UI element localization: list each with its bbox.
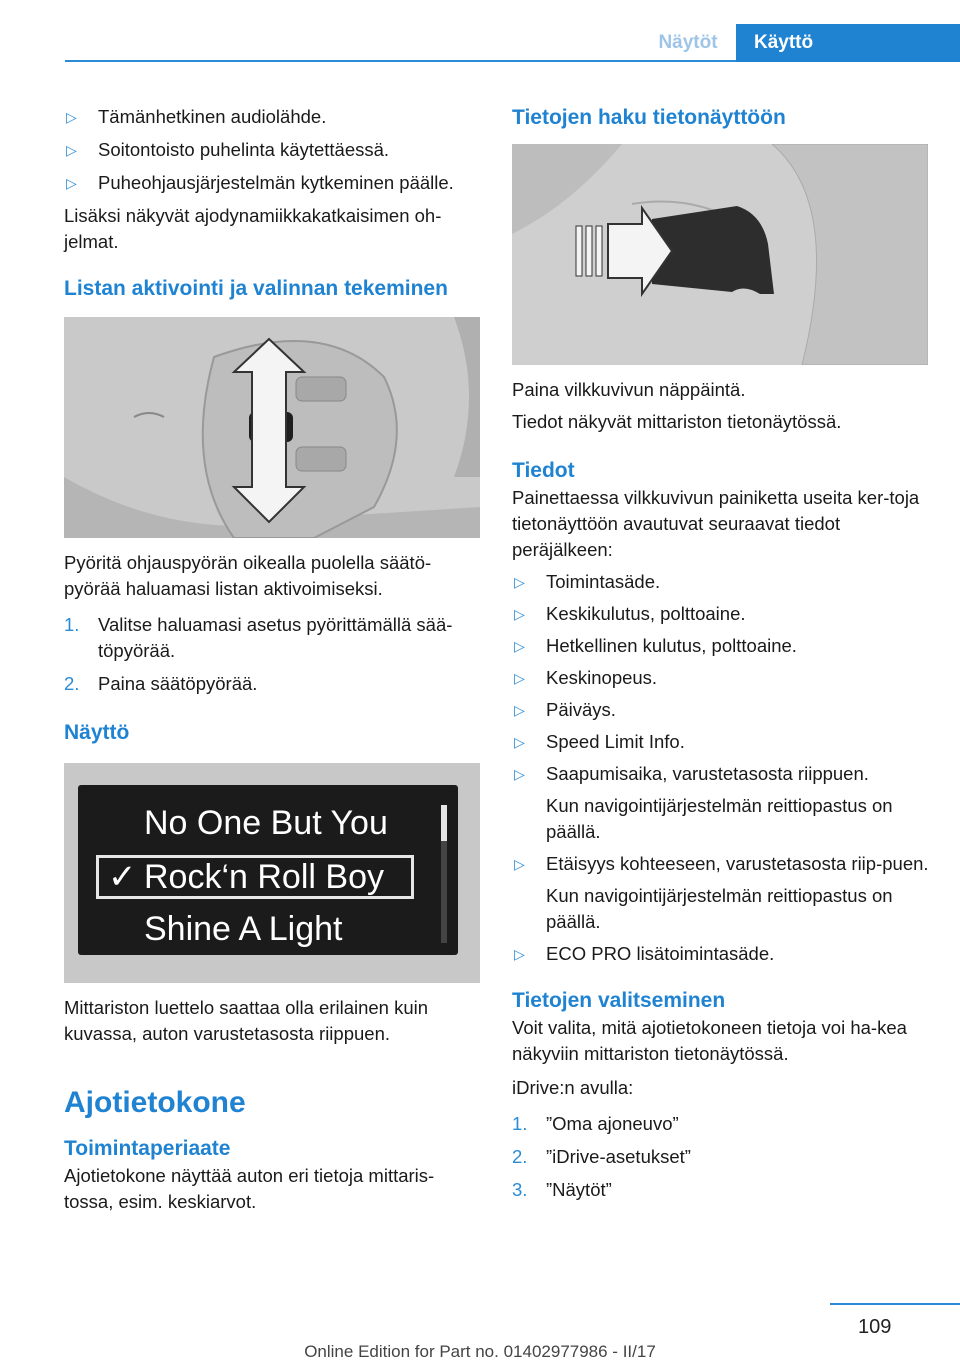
section-heading: Tiedot [512, 459, 575, 482]
list-item: ▷ Keskikulutus, polttoaine. [512, 601, 930, 627]
section-heading: Tietojen valitseminen [512, 989, 726, 1012]
paragraph: Tiedot näkyvät mittariston tietonäytössä. [512, 411, 842, 432]
image-caption: Paina vilkkuvivun näppäintä. [512, 379, 746, 400]
triangle-bullet-icon: ▷ [66, 109, 77, 125]
step-number: 1. [64, 614, 80, 635]
edition-footer: Online Edition for Part no. 01402977986 - II/17 [304, 1342, 656, 1361]
step-number: 1. [512, 1113, 528, 1134]
display-image [64, 763, 480, 983]
header-tab-kaytto[interactable]: Käyttö [736, 24, 960, 62]
chapter-title: Ajotietokone [64, 1086, 246, 1119]
scrollbar-thumb [441, 805, 447, 841]
audio-bullet-list [64, 104, 482, 196]
paragraph: iDrive:n avulla: [512, 1077, 634, 1098]
triangle-bullet-icon: ▷ [514, 702, 525, 718]
list-item: ▷ Speed Limit Info. [512, 729, 930, 755]
list-item: 2. Paina säätöpyörää. [64, 671, 482, 697]
triangle-bullet-icon: ▷ [514, 638, 525, 654]
triangle-bullet-icon: ▷ [514, 856, 525, 872]
list-item: ▷ Puheohjausjärjestelmän kytkeminen päälle. [64, 170, 482, 196]
list-item: ▷ Soitontoisto puhelinta käytettäessä. [64, 137, 482, 163]
triangle-bullet-icon: ▷ [66, 175, 77, 191]
list-item: 1. ”Oma ajoneuvo” [512, 1111, 930, 1137]
list-item: 3. ”Näytöt” [512, 1177, 930, 1203]
paragraph: Painettaessa vilkkuvivun painiketta useita ker-toja tietonäyttöön avautuvat seuraavat tiedot peräjälkeen: [512, 487, 920, 560]
header-tab-naytot[interactable]: Näytöt [658, 32, 718, 53]
left-column [64, 104, 482, 1215]
section-heading: Näyttö [64, 721, 130, 744]
step-number: 3. [512, 1179, 528, 1200]
step-number: 2. [64, 673, 80, 694]
steps-list [64, 612, 482, 697]
steering-wheel-image [64, 317, 480, 538]
steps-list [512, 1111, 930, 1203]
checkmark-icon: ✓ [108, 858, 137, 896]
info-bullet-list [512, 569, 930, 787]
right-column [512, 104, 930, 1203]
step-number: 2. [512, 1146, 528, 1167]
list-item: ▷ ECO PRO lisätoimintasäde. [512, 941, 930, 967]
footer-rule [830, 1303, 960, 1305]
steering-wheel-illustration [64, 317, 480, 538]
triangle-bullet-icon: ▷ [514, 574, 525, 590]
info-bullet-list [512, 851, 930, 877]
image-caption: Mittariston luettelo saattaa olla erilainen kuin kuvassa, auton varustetasosta riippuen. [64, 997, 429, 1044]
list-item: ▷ Tämänhetkinen audiolähde. [64, 104, 482, 130]
list-item: ▷ Etäisyys kohteeseen, varustetasosta riip-puen. [512, 851, 930, 877]
paragraph: Voit valita, mitä ajotietokoneen tietoja voi ha-kea näkyviin mittariston tietonäytössä. [512, 1017, 907, 1064]
list-item: ▷ Keskinopeus. [512, 665, 930, 691]
triangle-bullet-icon: ▷ [514, 734, 525, 750]
sub-paragraph: Kun navigointijärjestelmän reittiopastus on päällä. [546, 885, 893, 932]
info-bullet-list [512, 941, 930, 967]
page-number: 109 [858, 1316, 892, 1338]
section-heading: Tietojen haku tietonäyttöön [512, 106, 786, 129]
triangle-bullet-icon: ▷ [514, 670, 525, 686]
list-item: ▷ Toimintasäde. [512, 569, 930, 595]
triangle-bullet-icon: ▷ [514, 606, 525, 622]
section-heading: Listan aktivointi ja valinnan tekeminen [64, 277, 448, 300]
section-heading: Toimintaperiaate [64, 1137, 231, 1160]
list-item: ▷ Päiväys. [512, 697, 930, 723]
list-item: ▷ Saapumisaika, varustetasosta riippuen. [512, 761, 930, 787]
display-item: Rock‘n Roll Boy [144, 858, 384, 896]
list-item: 2. ”iDrive-asetukset” [512, 1144, 930, 1170]
paragraph: Ajotietokone näyttää auton eri tietoja mittaris-tossa, esim. keskiarvot. [64, 1165, 435, 1212]
turn-signal-stalk-illustration [512, 144, 928, 365]
list-item: 1. Valitse haluamasi asetus pyörittämällä sää-töpyörää. [64, 614, 453, 661]
display-item: No One But You [144, 804, 388, 842]
display-item: Shine A Light [144, 910, 343, 948]
display-screen [78, 785, 458, 955]
stalk-image [512, 144, 928, 365]
sub-paragraph: Kun navigointijärjestelmän reittiopastus on päällä. [546, 795, 893, 842]
image-caption: Pyöritä ohjauspyörän oikealla puolella säätö-pyörää haluamasi listan aktivoimiseksi. [64, 552, 432, 599]
list-item: ▷ Hetkellinen kulutus, polttoaine. [512, 633, 930, 659]
paragraph: Lisäksi näkyvät ajodynamiikkakatkaisimen oh-jelmat. [64, 205, 442, 252]
triangle-bullet-icon: ▷ [514, 766, 525, 782]
triangle-bullet-icon: ▷ [66, 142, 77, 158]
triangle-bullet-icon: ▷ [514, 946, 525, 962]
